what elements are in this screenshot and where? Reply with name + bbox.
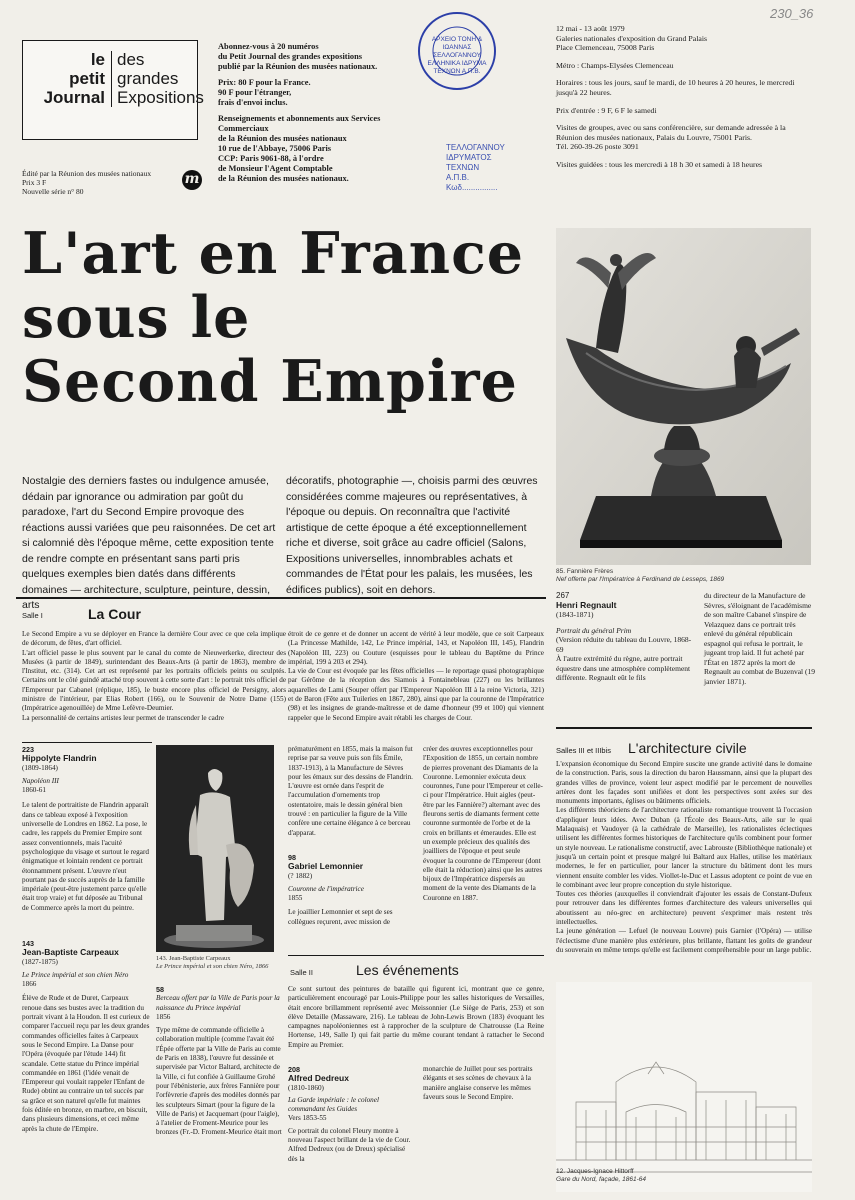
- publisher-line: Prix 3 F: [22, 178, 47, 187]
- info-line: Visites de groupes, avec ou sans conférencière, sur demande adressée à la Réunion des musées nationaux, Palais du Louvre, 75001 Paris.: [556, 123, 786, 142]
- section-divider: [16, 597, 546, 599]
- entry-text: Élève de Rude et de Duret, Carpeaux renoue dans ses bustes avec la tradition du portrait vivant à la Houdon. Il est curieux de comparer l'accueil reçu par les deux grandes commandes officielles faites à Carpeaux sous le Second Empire. La Danse pour l'Opéra (évoquée par l'étude 144) fit scandale. Cette statue du Prince impérial commandée en 1861 (l'idée venait de l'Empereur qui voulait rappeler l'Enfant de Rude) obtint au contraire un tel succès par sa grâce et son naturel qu'elle fut maintes fois éditée en bronze, en marbre, en biscuit, dans plusieurs dimensions, et ceci même après la chute de l'Empire.: [22, 994, 150, 1133]
- subscription-line: du Petit Journal des grandes expositions: [218, 52, 363, 61]
- subscription-line: de la Réunion des musées nationaux.: [218, 174, 349, 183]
- salle2-title: Les événements: [356, 962, 459, 978]
- entry-dates: (1809-1864): [22, 763, 58, 772]
- carpeaux-entry: [22, 939, 150, 1134]
- entry-number: 208: [288, 1065, 300, 1074]
- rmn-logo-icon: m: [182, 170, 202, 190]
- caption-line: 85. Fannière Frères: [556, 568, 614, 575]
- lemonnier-entry: [288, 853, 414, 927]
- entry-dates: (? 1882): [288, 871, 313, 880]
- regnault-entry: [556, 591, 696, 683]
- info-line: Galeries nationales d'exposition du Grand Palais: [556, 33, 708, 43]
- salle1-title: La Cour: [88, 606, 141, 622]
- logo-word: des: [117, 50, 145, 69]
- subscription-block: [218, 42, 423, 184]
- entry-number: 98: [288, 853, 296, 862]
- entry-text: Le talent de portraitiste de Flandrin apparaît dans ce tableau exposé à l'exposition universelle de Londres en 1862. La pose, le cadre, les rappels du Premier Empire sont assez conventionnels, mais l'acuité psychologique du visage et surtout le regard énigmatique et lointain rendent ce portrait étonnamment présent. L'œuvre n'eut pourtant pas de succès auprès de la famille impériale (peut-être justement parce qu'elle était trop vraie) et fut déposée au Tribunal de Commerce après la mort du peintre.: [22, 801, 149, 912]
- entry-work: Le Prince impérial et son chien Néro: [22, 970, 129, 979]
- logo-word: grandes: [117, 69, 179, 88]
- caption-line: Le Prince impérial et son chien Néro, 1866: [156, 963, 269, 970]
- logo-word: petit: [69, 69, 105, 88]
- subscription-line: Prix: 80 F pour la France.: [218, 78, 311, 87]
- entry-dates: (1843-1871): [556, 610, 594, 619]
- entry-artist: Hippolyte Flandrin: [22, 753, 97, 764]
- publisher-line: Édité par la Réunion des musées nationaux: [22, 169, 152, 178]
- berceau-cont: prématurément en 1855, mais la maison fut reprise par sa veuve puis son fils Émile, 1837-1913), à la Manufacture de Sèvres pour les émaux sur des dessins de Flandrin. L'œuvre est ornée dans l'esprit de l'accumulation d'ornements trop ostentatoire, mais le dessin général bien trouvé : en particulier la figure de la Ville confère une certaine élégance à ce berceau d'apparat.: [288, 745, 413, 837]
- info-block: [556, 24, 806, 170]
- entry-year: Vers 1853-55: [288, 1114, 327, 1123]
- subscription-line: publié par la Réunion des musées nationaux.: [218, 62, 378, 71]
- entry-artist: Henri Regnault: [556, 599, 617, 610]
- main-photo-caption: [556, 568, 811, 584]
- column-divider: [22, 742, 152, 743]
- publisher-block: [22, 169, 151, 196]
- entry-text: Ce portrait du colonel Fleury montre à nouveau l'aspect brillant de la vie de Cour. Alfred Dedreux (ou de Dreux) spécialisé dès la: [288, 1126, 411, 1163]
- stamp-line: ΤΕΛΛΟΓΑΝΝΟΥ: [446, 143, 505, 152]
- subscription-line: de Monsieur l'Agent Comptable: [218, 164, 333, 173]
- info-line: 12 mai - 13 août 1979: [556, 24, 625, 33]
- subscription-line: de la Réunion des musées nationaux: [218, 134, 347, 143]
- title-line: L'art en France: [22, 220, 525, 287]
- salle1-label: Salle I: [22, 611, 43, 620]
- architecture-drawing-image: [556, 982, 812, 1192]
- intro-left: Nostalgie des derniers fastes ou indulgence amusée, dédain par ignorance ou admiration par goût du paradoxe, l'art du Second Empire provoque des réactions aussi variées que peu raisonnées. De cet art si calomnié dès l'époque même, cette exposition tente de rendre compte en présentant sans parti pris quelques exemples bien datés dans différents domaines — architecture, sculpture, peinture, dessin, arts: [22, 475, 276, 611]
- info-line: Tél. 260-39-26 poste 3091: [556, 142, 639, 152]
- subscription-line: 90 F pour l'étranger,: [218, 88, 292, 97]
- berceau-entry: [156, 985, 282, 1138]
- archive-stamp-round: [418, 12, 496, 90]
- logo: [22, 40, 204, 140]
- entry-work: Napoléon III: [22, 776, 59, 785]
- intro-right: décoratifs, photographie —, choisis parmi des œuvres considérées comme majeures ou représentatives, à l'époque ou depuis. On reconnaîtra que l'activité artistique de cette époque a été exceptionnellement riche et diverse, soit grâce au cadre officiel (Salons, Expositions universelles, innombrables achats et commandes de l'État pour les palais, les musées, les édifices publics), soit en dehors.: [286, 475, 538, 596]
- nef-sculpture-image: [556, 228, 811, 565]
- entry-artist: Alfred Dedreux: [288, 1073, 349, 1084]
- regnault-cont: du directeur de la Manufacture de Sèvres, s'éloignant de l'académisme de son maître Cabanel s'inspire de Velazquez dans ce portrait très enlevé du général républicain espagnol qui refusa le portrait, le jugeant trop laid. Il fut acheté par l'État en 1872 après la mort de Regnault au combat de Buzenval (19 janvier 1871).: [704, 591, 816, 686]
- statue-caption: [156, 955, 276, 971]
- main-photo: [556, 228, 811, 565]
- archive-stamp-square: [446, 143, 536, 193]
- entry-year: 1866: [22, 980, 37, 989]
- entry-number: 223: [22, 745, 34, 754]
- stamp-text: ΑΡΧΕΙΟ ΤΟΝΗ & ΙΩΑΝΝΑΣ ΣΕΛΛΟΓΑΝΝΟΥ ΕΛΛΗΝΙΚΑ ΙΔΡΥΜΑ ΤΕΧΝΩΝ Α.Π.Β.: [427, 36, 487, 75]
- salle3-title: L'architecture civile: [628, 740, 747, 756]
- entry-dates: (1827-1875): [22, 957, 58, 966]
- lemonnier-cont: créer des œuvres exceptionnelles pour l'Exposition de 1855, un certain nombre de pierres provenant des Diamants de la Couronne. Lemonnier exécuta deux couronnes, l'une pour l'Empereur et celle-ci pour l'Impératrice. Huit aigles (peut-être par les Fannière?) alternant avec des fleurons sertis de diamants ferment cette couronne surmontée de l'orbe et de la croix en brillants et émeraudes. Elle est un exemple précieux des qualités des joailliers de l'époque et peut seule évoquer la couronne de l'Empereur (dont elle était la réduction) ainsi que les autres bijoux de l'Impératrice dispersés au moment de la vente des Diamants de la Couronne en 1887.: [423, 745, 543, 902]
- salle2-text: Ce sont surtout des peintures de bataille qui figurent ici, montrant que ce genre, particulièrement encouragé par Louis-Philippe pour les salles historiques de Versailles, était encore brillamment représenté avec Meissonnier (Le Siège de Paris, 253) et son élève Detaille (Massaware, 216). Le tableau de John-Lewis Brown (183) évoquant les campagnes napoléoniennes est à rapprocher de la sculpture de Chatrousse (La Reine Hortense, 149, Salle I) qui fait partie du même courant tendant à rattacher le Second Empire au Premier.: [288, 985, 544, 1049]
- drawing-caption: [556, 1168, 812, 1184]
- entry-text: Type même de commande officielle à collaboration multiple (comme l'avait été l'Épée offerte par la Ville de Paris au comte de Paris en 1838), l'œuvre fut dessinée et supervisée par Victor Baltard, architecte de la Ville, ci fut confiée à Guillaume Grohé pour l'ébénisterie, aux frères Fannière pour l'orfèvrerie d'après des modèles donnés par les sculpteurs Simart (pour la figure de la Ville de Paris) et Jacquemart (pour l'aigle), à l'atelier de Froment-Meurice pour les bronzes (Fr.-D. Froment-Meurice était mort: [156, 1026, 282, 1137]
- caption-line: 12. Jacques-Ignace Hittorff: [556, 1168, 634, 1175]
- subscription-line: Abonnez-vous à 20 numéros: [218, 42, 319, 51]
- section-divider: [288, 955, 544, 956]
- stamp-line: Α.Π.Β.: [446, 173, 470, 182]
- entry-artist: Gabriel Lemonnier: [288, 861, 364, 872]
- entry-number: 267: [556, 591, 570, 600]
- entry-work: Portrait du général Prim: [556, 625, 632, 635]
- section-divider: [556, 727, 812, 729]
- stamp-line: Κωδ................: [446, 183, 498, 192]
- info-line: Prix d'entrée : 9 F, 6 F le samedi: [556, 105, 657, 115]
- statue-image: [156, 745, 274, 952]
- salle3-text: L'expansion économique du Second Empire suscite une grande activité dans le domaine de la construction. Paris, sous la direction du baron Haussmann, ainsi que la plupart des grandes villes de province, voient leur aspect modifié par le percement de nouvelles artères dont les façades sont unifiées et dont les perspectives sont axées sur des monuments importants, églises ou bâtiments officiels. Les différents théoriciens de l'architecture rationaliste romantique trouvent là l'occasion d'appliquer leurs idées. Avec Duban (à l'École des Beaux-Arts, aile sur le quai Malaquais) et Vaudoyer (à la cathédrale de Marseille), les rationalistes éclectiques utilisent les différentes formes historiques de l'architecture qu'ils combinent pour former un style nouveau. Le rationalisme constructif, avec Labrouste (Bibliothèque nationale) et jusqu'à un certain point et presque malgré lui Baltard aux Halles, utilise les matériaux modernes, le fer en particulier, pour lancer la structure du bâtiment dont les murs viennent ensuite combler les vides. Viollet-le-Duc et Lassus adoptent ce point de vue en le combinant avec leur propre conception du style historique. Toutes ces théories (auxquelles il conviendrait d'ajouter les essais de Constant-Dufeux pour retrouver dans les différentes formes d'architecture des valeurs universelles qui aboutissent au néo-grec en architecture) peuvent s'exprimer mais restent très intellectuelles. La jeune génération — Lefuel (le nouveau Louvre) puis Garnier (l'Opéra) — utilise l'éclectisme d'une manière plus extérieure, plus brillante, flattant les goûts de grandeur du souverain en même temps qu'elle est facilement compréhensible pour un large public.: [556, 760, 812, 954]
- flandrin-entry: [22, 745, 150, 913]
- subscription-line: frais d'envoi inclus.: [218, 98, 288, 107]
- entry-number: 58: [156, 985, 164, 994]
- publisher-line: Nouvelle série n° 80: [22, 187, 84, 196]
- salle1-col1: Le Second Empire a vu se déployer en France la dernière Cour avec ce que cela implique de décorum, de fêtes, d'art officiel. L'art officiel passe le plus souvent par le canal du comte de Nieuwerkerke, directeur des Musées (à partir de 1849), surintendant des Beaux-Arts (à partir de 1863), membre de l'Institut, etc. (314). Cet art est représenté par les portraits officiels peints ou sculptés. Certains ont le côté guindé attaché trop souvent à cette sorte d'art : le portrait très officiel de l'Empereur par Cabanel (réplique, 185), le buste encore plus officiel de Persigny, alors ministre de l'intérieur, par Elias Robert (166), ou le Souvenir de Notre Dame (155) (Impératrice agenouillée) de Mme Lefèvre-Deumier. La personnalité de certains artistes leur permet de transcender le cadre: [22, 630, 287, 722]
- info-line: Place Clemenceau, 75008 Paris: [556, 43, 655, 53]
- statue-photo: [156, 745, 274, 952]
- stamp-line: ΤΕΧΝΩΝ: [446, 163, 480, 172]
- logo-word: Expositions: [117, 88, 204, 107]
- info-line: Horaires : tous les jours, sauf le mardi, de 10 heures à 20 heures, le mercredi jusqu'à 22 heures.: [556, 78, 795, 97]
- logo-word: le: [90, 50, 105, 69]
- logo-word: Journal: [43, 88, 105, 107]
- entry-work: La Garde impériale : le colonel commandant les Guides: [288, 1095, 379, 1114]
- entry-work: Berceau offert par la Ville de Paris pour la naissance du Prince impérial: [156, 994, 280, 1012]
- caption-line: Nef offerte par l'Impératrice à Ferdinand de Lesseps, 1869: [556, 576, 725, 583]
- stamp-line: ΙΔΡΥΜΑΤΟΣ: [446, 153, 492, 162]
- info-line: Visites guidées : tous les mercredi à 18 h 30 et samedi à 18 heures: [556, 159, 763, 169]
- info-line: Métro : Champs-Elysées Clemenceau: [556, 60, 674, 70]
- logo-divider: [111, 51, 112, 107]
- subscription-line: CCP: Paris 9061-88, à l'ordre: [218, 154, 324, 163]
- subscription-line: Renseignements et abonnements aux Services Commerciaux: [218, 114, 381, 133]
- salle1-col2: étroit de ce genre et de donner un accent de vérité à leur modèle, que ce soit Carpeaux (La Princesse Mathilde, 142, Le Prince impérial, 143, et Napoléon III, 145), Flandrin (Napoléon III, 223) ou Couture (esquisses pour le tableau du Baptême du Prince impérial, 199 à 203 et 294). La vie de Cour est évoquée par les fêtes officielles — le reportage quasi photographique par Gérôme de la réception des Siamois à Fontainebleau (227) ou les brillantes aquarelles de Lami (Souper offert par l'Empereur Napoléon III à la reine Victoria, 321) et de Baron (Fête aux Tuileries en 1867, 280), ainsi que par la couronne de l'Impératrice (98) et les insignes de grande-maîtresse et de dame d'honneur (99 et 100) qui viennent rappeler que le Second Empire avait rétabli les charges de Cour.: [288, 630, 544, 722]
- caption-line: 143. Jean-Baptiste Carpeaux: [156, 955, 231, 962]
- entry-text: Le joaillier Lemonnier et sept de ses collègues reçurent, avec mission de: [288, 908, 393, 926]
- gare-drawing: [556, 982, 812, 1192]
- title-line: Second Empire: [22, 348, 518, 415]
- entry-dates: (1810-1860): [288, 1083, 324, 1092]
- entry-artist: Jean-Baptiste Carpeaux: [22, 947, 119, 958]
- archive-number: 230_36: [770, 6, 814, 21]
- dedreux-entry: [288, 1065, 414, 1164]
- entry-year: 1855: [288, 894, 303, 903]
- salle2-label: Salle II: [290, 968, 313, 977]
- entry-year: 1860-61: [22, 786, 46, 795]
- salle3-label: Salles III et IIIbis: [556, 746, 612, 755]
- title-line: sous le: [22, 284, 251, 351]
- caption-line: Gare du Nord, façade, 1861-64: [556, 1176, 646, 1183]
- dedreux-cont: monarchie de Juillet pour ses portraits élégants et ses scènes de chevaux à la manière anglaise conserve les mêmes faveurs sous le Second Empire.: [423, 1065, 533, 1101]
- page-title: [22, 222, 542, 414]
- entry-year: 1856: [156, 1012, 171, 1021]
- entry-work: Couronne de l'impératrice: [288, 884, 364, 893]
- entry-text: (Version réduite du tableau du Louvre, 1868-69 À l'autre extrémité du règne, autre portrait équestre dans une atmosphère complètement différente. Regnault eût le fils: [556, 635, 692, 682]
- subscription-line: 10 rue de l'Abbaye, 75006 Paris: [218, 144, 332, 153]
- entry-number: 143: [22, 939, 34, 948]
